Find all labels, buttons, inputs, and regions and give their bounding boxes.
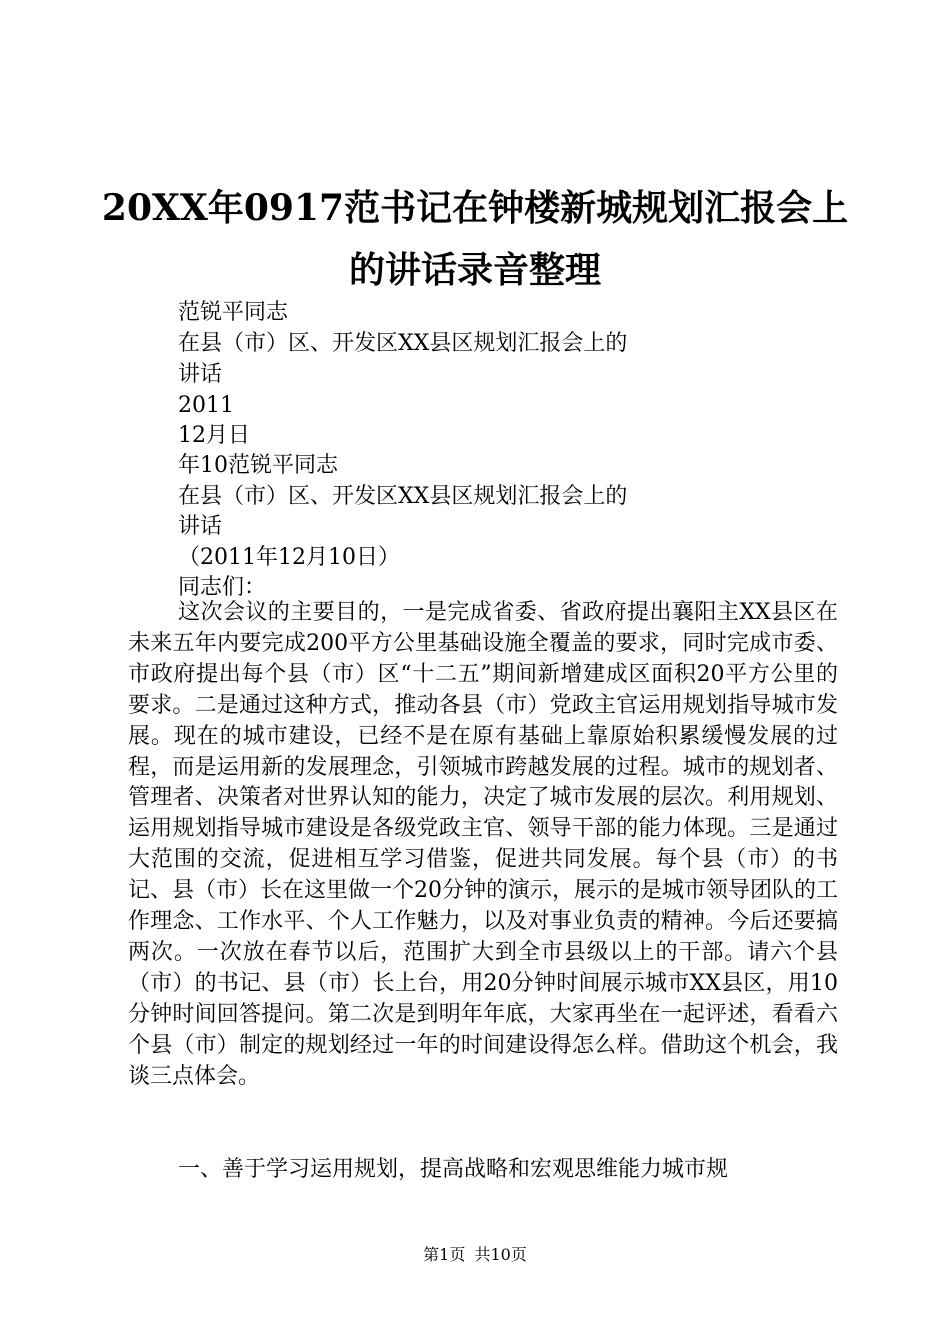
page-number: 第1页 [423, 1245, 466, 1264]
document-title-line-1: 20XX年0917范书记在钟楼新城规划汇报会上 [101, 187, 849, 229]
speech-year: 2011 [178, 393, 234, 418]
speech-title-line: 在县（市）区、开发区XX县区规划汇报会上的 [178, 484, 628, 509]
body-paragraph: 这次会议的主要目的，一是完成省委、省政府提出襄阳主XX县区在未来五年内要完成200平方公里基础设施全覆盖的要求，同时完成市委、市政府提出每个县（市）区“十二五”期间新增建成区面积20平方公里的要求。二是通过这种方式，推动各县（市）党政主官运用规划指导城市发展。现在的城市建设，已经不是在原有基础上靠原始积累缓慢发展的过程，而是运用新的发展理念，引领城市跨越发展的过程。城市的规划者、管理者、决策者对世界认知的能力，决定了城市发展的层次。利用规划、运用规划指导城市建设是各级党政主官、领导干部的能力体现。三是通过大范围的交流，促进相互学习借鉴，促进共同发展。每个县（市）的书记、县（市）长在这里做一个20分钟的演示，展示的是城市领导团队的工作理念、工作水平、个人工作魅力，以及对事业负责的精神。今后还要搞两次。一次放在春节以后，范围扩大到全市县级以上的干部。请六个县（市）的书记、县（市）长上台，用20分钟时间展示城市XX县区，用10分钟时间回答提问。第二次是到明年年底，大家再坐在一起评述，看看六个县（市）制定的规划经过一年的时间建设得怎么样。借助这个机会，我谈三点体会。 [128, 600, 838, 1089]
speech-title-line: 讲话 [178, 362, 223, 387]
document-title-line-2: 的讲话录音整理 [348, 249, 601, 291]
speech-date: 12月日 [178, 423, 250, 448]
speech-full-date: （2011年12月10日） [178, 545, 400, 570]
page-total: 共10页 [474, 1245, 527, 1264]
salutation: 同志们： [178, 575, 267, 600]
page-footer [0, 1245, 950, 1265]
section-heading: 一、善于学习运用规划，提高战略和宏观思维能力城市规 [178, 1157, 729, 1182]
speech-title-line: 讲话 [178, 514, 223, 539]
speaker-name-repeat: 年10范锐平同志 [178, 453, 338, 478]
speaker-name: 范锐平同志 [178, 300, 289, 325]
speech-title-line: 在县（市）区、开发区XX县区规划汇报会上的 [178, 331, 628, 356]
